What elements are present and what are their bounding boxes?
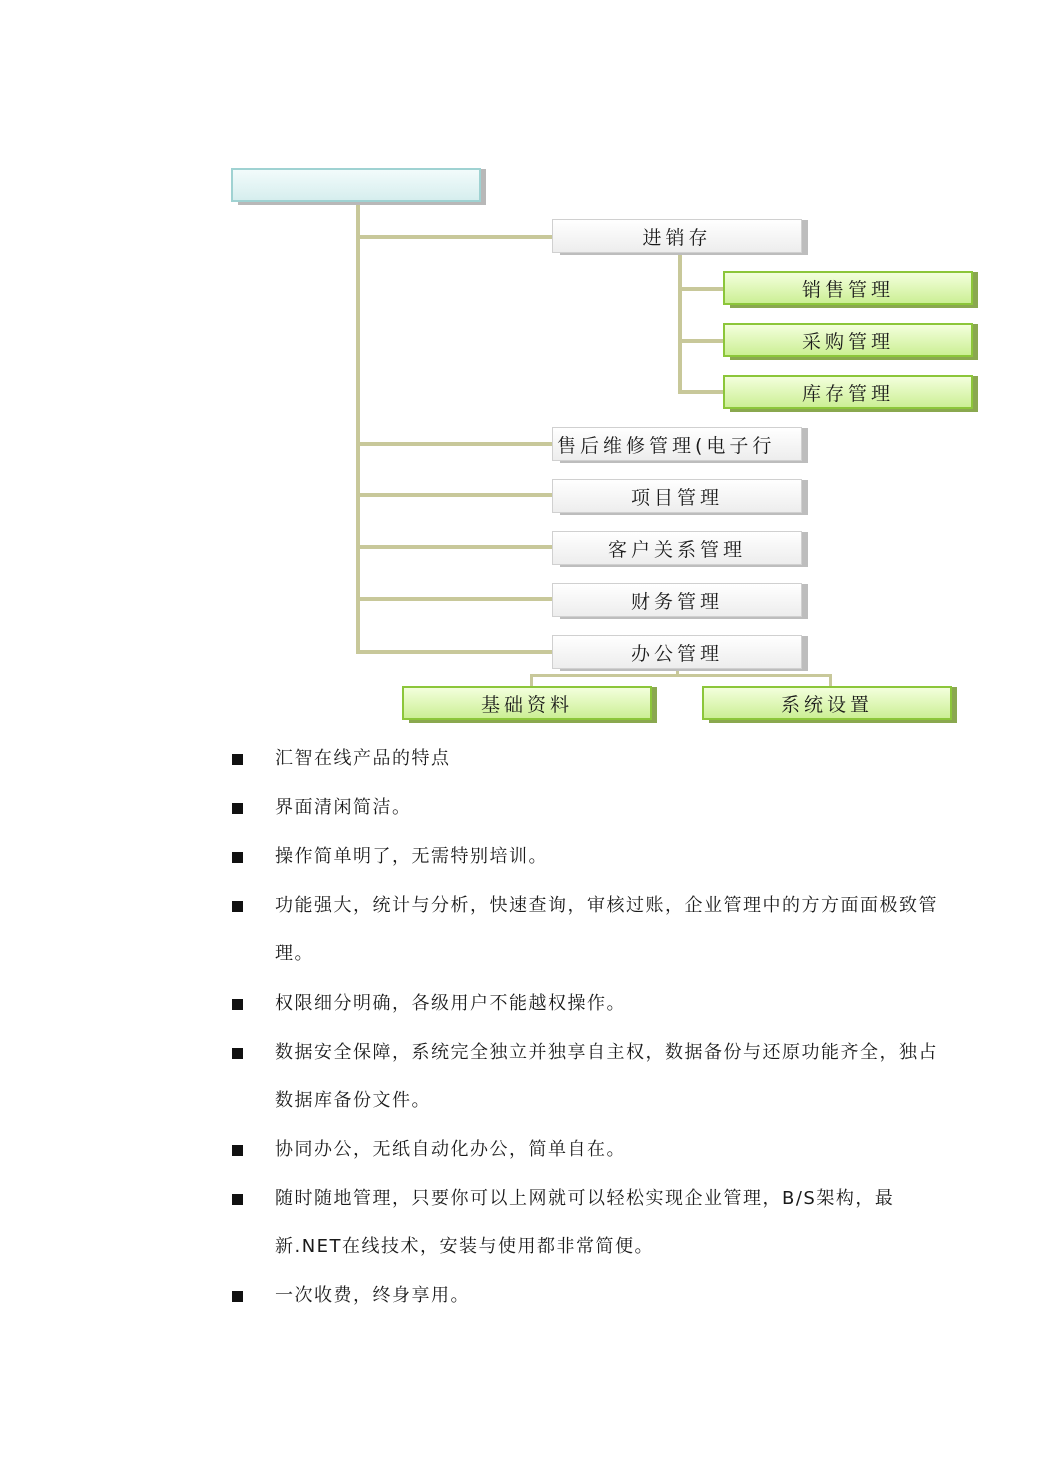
list-item-text: 操作简单明了，无需特别培训。: [275, 846, 548, 867]
connector-bangong: [356, 650, 553, 654]
node-xiaoshou: 销售管理: [723, 271, 973, 305]
connector-xiangmu: [356, 493, 553, 497]
node-bangong: 办公管理: [552, 635, 802, 669]
list-item-text: 协同办公，无纸自动化办公，简单自在。: [275, 1139, 626, 1160]
connector-caiwu: [356, 597, 553, 601]
list-item-text: 权限细分明确，各级用户不能越权操作。: [275, 993, 626, 1014]
connector-kehu: [356, 545, 553, 549]
list-item-text: 随时随地管理，只要你可以上网就可以轻松实现企业管理，B/S架构，最新.NET在线技术，安装与使用都非常简便。: [275, 1188, 895, 1257]
root-node: [231, 168, 481, 202]
node-kehu: 客户关系管理: [552, 531, 802, 565]
bullet-square-icon: [232, 1145, 243, 1156]
bullet-square-icon: [232, 1048, 243, 1059]
node-jichu: 基础资料: [402, 686, 652, 720]
list-item-text: 一次收费，终身享用。: [275, 1285, 470, 1306]
connector-root-trunk: [356, 201, 360, 654]
connector-bangong-bar: [530, 674, 832, 677]
connector-xiaoshou: [678, 287, 724, 291]
connector-jxc-trunk: [678, 252, 682, 393]
bullet-square-icon: [232, 803, 243, 814]
connector-jxc: [356, 235, 553, 239]
bullet-square-icon: [232, 1194, 243, 1205]
connector-xitong: [829, 674, 832, 686]
node-kucun: 库存管理: [723, 375, 973, 409]
list-item-text: 功能强大，统计与分析，快速查询，审核过账，企业管理中的方方面面极致管理。: [275, 895, 938, 964]
list-item-text: 汇智在线产品的特点: [275, 748, 451, 769]
connector-shouhou: [356, 442, 553, 446]
list-item-text: 界面清闲简洁。: [275, 797, 412, 818]
node-xiangmu: 项目管理: [552, 479, 802, 513]
node-caigou: 采购管理: [723, 323, 973, 357]
node-xitong: 系统设置: [702, 686, 952, 720]
connector-caigou: [678, 339, 724, 343]
bullet-square-icon: [232, 901, 243, 912]
org-chart: [0, 0, 1040, 730]
bullet-square-icon: [232, 1291, 243, 1302]
bullet-square-icon: [232, 852, 243, 863]
connector-jichu: [530, 674, 533, 686]
connector-kucun: [678, 390, 724, 394]
node-shouhou: 售后维修管理(电子行: [552, 427, 802, 461]
bullet-square-icon: [232, 754, 243, 765]
list-item-text: 数据安全保障，系统完全独立并独享自主权，数据备份与还原功能齐全，独占数据库备份文件。: [275, 1042, 938, 1111]
node-caiwu: 财务管理: [552, 583, 802, 617]
bullet-square-icon: [232, 999, 243, 1010]
node-jxc: 进销存: [552, 219, 802, 253]
